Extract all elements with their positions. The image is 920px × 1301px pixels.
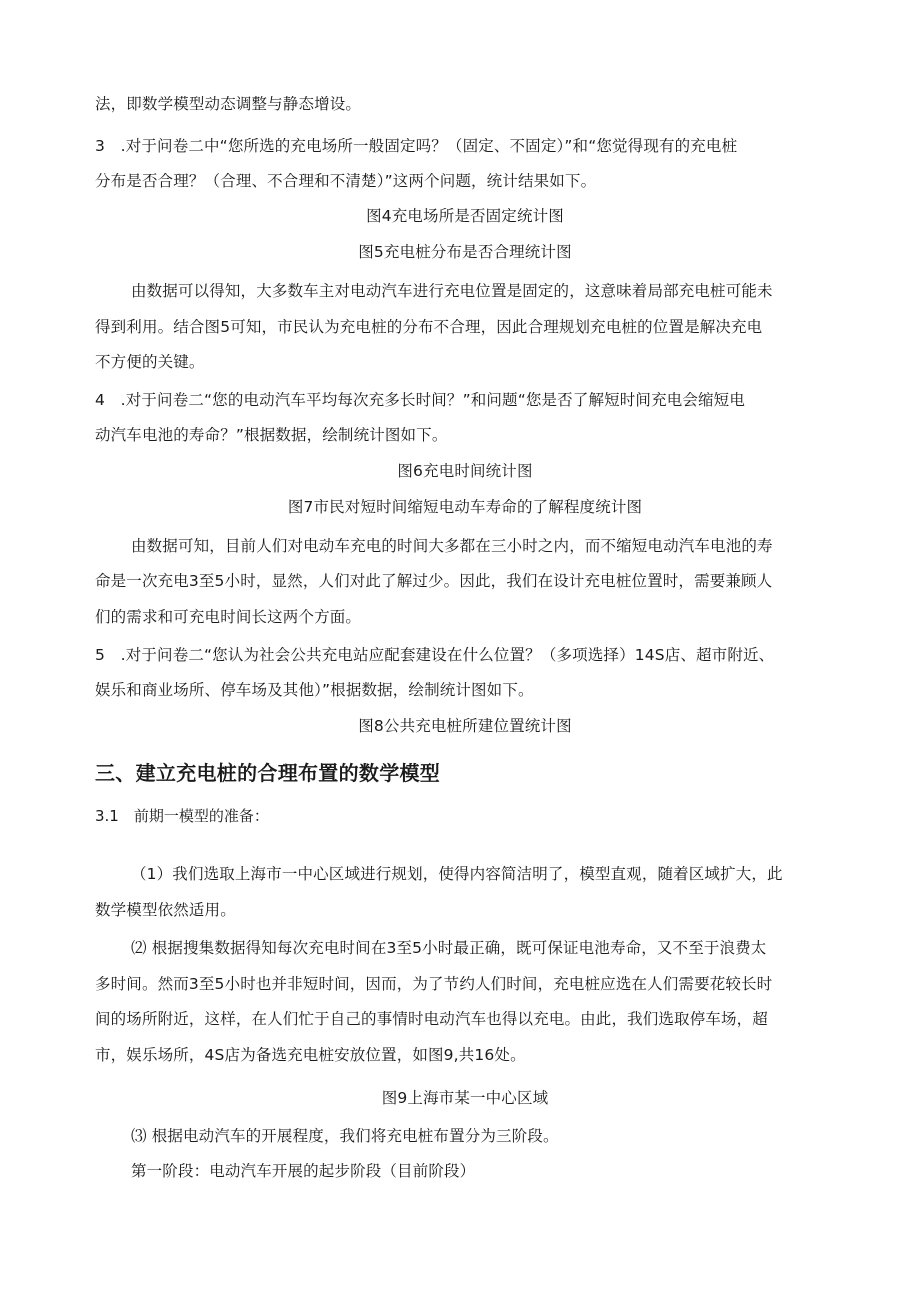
figure-caption-7: 图7市民对短时间缩短电动车寿命的了解程度统计图 <box>287 498 643 516</box>
paragraph-line: 们的需求和可充电时间长这两个方面。 <box>95 608 362 626</box>
paragraph-line: ⑶ 根据电动汽车的开展程度，我们将充电桩布置分为三阶段。 <box>131 1127 559 1145</box>
figure-caption-4: 图4充电场所是否固定统计图 <box>366 207 564 225</box>
paragraph-line: ⑵ 根据搜集数据得知每次充电时间在3至5小时最正确，既可保证电池寿命，又不至于浪费太 <box>131 939 767 957</box>
list-item-5-line-1: 5 .对于问卷二“您认为社会公共充电站应配套建设在什么位置？（多项选择）14S店、超市附近、 <box>95 646 775 664</box>
figure-caption-8: 图8公共充电桩所建位置统计图 <box>358 717 572 735</box>
paragraph-line: 不方便的关键。 <box>95 353 205 371</box>
paragraph-line: 间的场所附近，这样，在人们忙于自己的事情时电动汽车也得以充电。由此，我们选取停车场，超 <box>95 1010 768 1028</box>
figure-caption-5: 图5充电桩分布是否合理统计图 <box>358 243 572 261</box>
figure-caption-9: 图9上海市某一中心区域 <box>381 1089 549 1107</box>
list-item-5-line-2: 娱乐和商业场所、停车场及其他）”根据数据，绘制统计图如下。 <box>95 681 534 699</box>
subsection-heading: 3.1 前期一模型的准备： <box>95 807 269 825</box>
paragraph-line: 第一阶段：电动汽车开展的起步阶段（目前阶段） <box>131 1162 476 1180</box>
paragraph-line: 得到利用。结合图5可知，市民认为充电桩的分布不合理，因此合理规划充电桩的位置是解决充电 <box>95 318 763 336</box>
list-item-4-line-1: 4 .对于问卷二“您的电动汽车平均每次充多长时间？”和问题“您是否了解短时间充电会缩短电 <box>95 391 745 409</box>
paragraph-line: 数学模型依然适用。 <box>95 901 236 919</box>
paragraph-line: 由数据可以得知，大多数车主对电动汽车进行充电位置是固定的，这意味着局部充电桩可能未 <box>131 282 773 300</box>
paragraph-line: （1）我们选取上海市一中心区域进行规划，使得内容简洁明了，模型直观，随着区域扩大，此 <box>131 865 783 883</box>
paragraph-line: 命是一次充电3至5小时，显然，人们对此了解过少。因此，我们在设计充电桩位置时，需要兼顾人 <box>95 572 773 590</box>
paragraph-line: 市，娱乐场所，4S店为备选充电桩安放位置，如图9,共16处。 <box>95 1046 526 1064</box>
list-item-4-line-2: 动汽车电池的寿命？”根据数据，绘制统计图如下。 <box>95 426 448 444</box>
paragraph-line: 多时间。然而3至5小时也并非短时间，因而，为了节约人们时间，充电桩应选在人们需要花较长时 <box>95 975 773 993</box>
list-item-3-line-1: 3 .对于问卷二中“您所选的充电场所一般固定吗？（固定、不固定）”和“您觉得现有的充电桩 <box>95 137 738 155</box>
list-item-3-line-2: 分布是否合理？（合理、不合理和不清楚）”这两个问题，统计结果如下。 <box>95 172 597 190</box>
paragraph-line: 由数据可知，目前人们对电动车充电的时间大多都在三小时之内，而不缩短电动汽车电池的寿 <box>131 537 773 555</box>
section-heading: 三、建立充电桩的合理布置的数学模型 <box>95 761 441 785</box>
figure-caption-6: 图6充电时间统计图 <box>397 462 533 480</box>
paragraph-line: 法，即数学模型动态调整与静态增设。 <box>95 95 362 113</box>
